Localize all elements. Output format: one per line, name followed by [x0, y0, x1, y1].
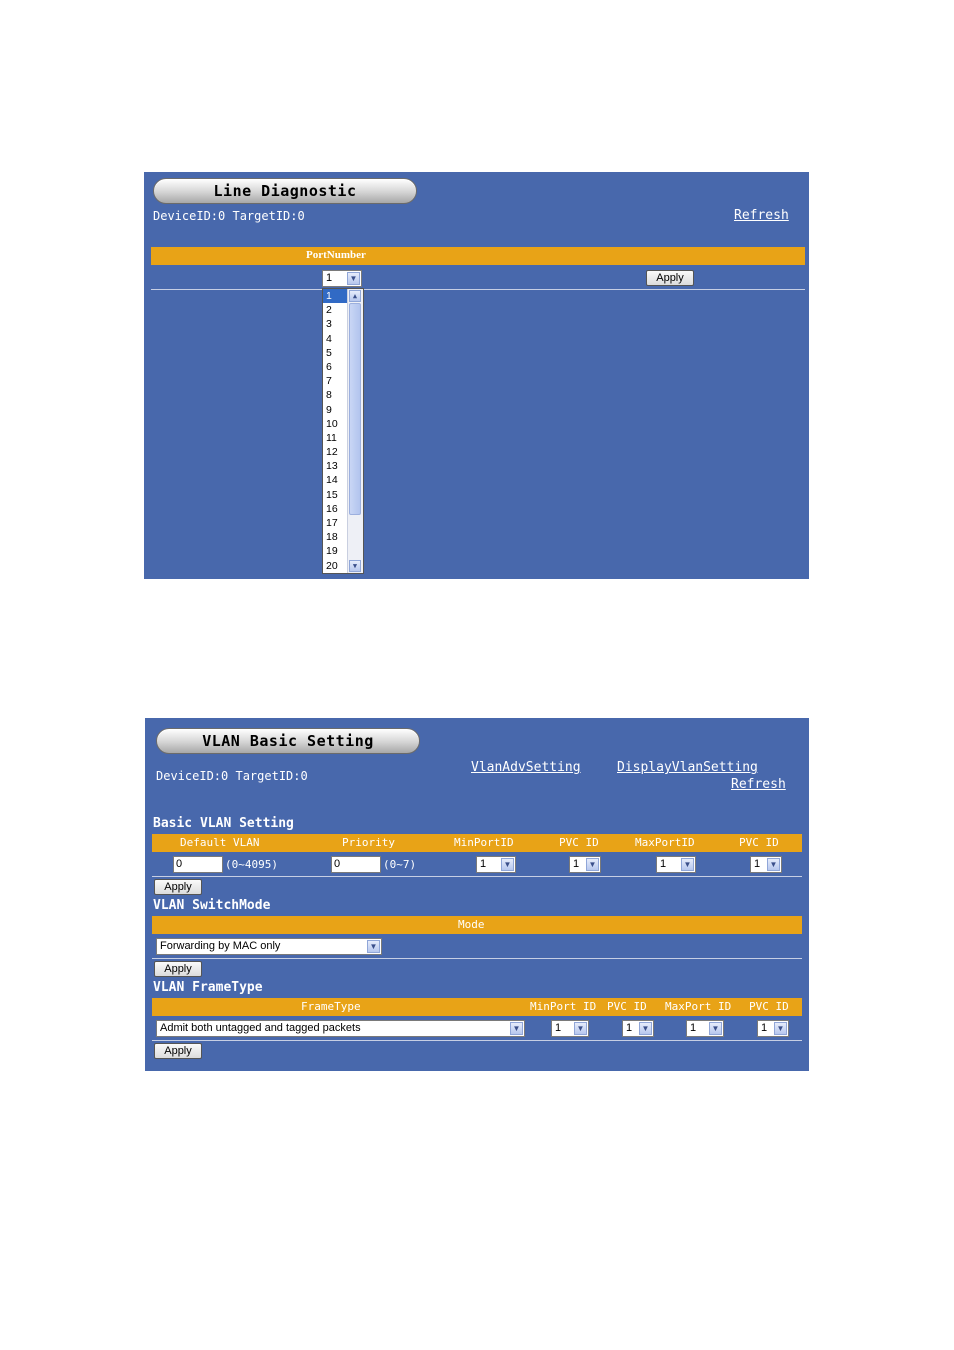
- section-basic-vlan: Basic VLAN Setting: [153, 816, 294, 831]
- col-max-port-id: MaxPortID: [635, 836, 695, 849]
- port-option[interactable]: 7: [326, 375, 332, 388]
- apply-button[interactable]: Apply: [646, 270, 694, 286]
- frame-type-header: [152, 998, 802, 1016]
- port-option[interactable]: 18: [326, 531, 338, 544]
- vlan-adv-setting-link[interactable]: VlanAdvSetting: [471, 760, 581, 775]
- refresh-link[interactable]: Refresh: [734, 208, 789, 223]
- max-port-id-select[interactable]: 1 ▼: [656, 856, 696, 873]
- chevron-down-icon[interactable]: ▼: [586, 858, 599, 871]
- pvc-id-select-2[interactable]: 1 ▼: [750, 856, 782, 873]
- priority-input[interactable]: 0: [331, 856, 381, 873]
- port-option[interactable]: 13: [326, 460, 338, 473]
- vlan-basic-setting-panel: [145, 718, 809, 1071]
- col-default-vlan: Default VLAN: [180, 836, 260, 849]
- col-priority: Priority: [342, 836, 395, 849]
- frame-pvc-id-select-2[interactable]: 1 ▼: [757, 1020, 789, 1037]
- refresh-link[interactable]: Refresh: [731, 777, 786, 792]
- switch-mode-header: [152, 916, 802, 934]
- chevron-down-icon[interactable]: ▼: [501, 858, 514, 871]
- min-port-id-select[interactable]: 1 ▼: [476, 856, 516, 873]
- port-option[interactable]: 14: [326, 474, 338, 487]
- device-target-ids: DeviceID:0 TargetID:0: [156, 769, 308, 783]
- pvc-id-select[interactable]: 1 ▼: [569, 856, 601, 873]
- port-number-select[interactable]: 1 ▼: [322, 270, 362, 287]
- switch-mode-apply-button[interactable]: Apply: [154, 961, 202, 977]
- port-option[interactable]: 12: [326, 446, 338, 459]
- frame-min-port-select[interactable]: 1 ▼: [551, 1020, 589, 1037]
- col-pvc-id-2: PVC ID: [739, 836, 779, 849]
- basic-vlan-header: [152, 834, 802, 852]
- col-mode: Mode: [458, 918, 485, 931]
- chevron-down-icon[interactable]: ▼: [510, 1022, 523, 1035]
- port-option[interactable]: 20: [326, 559, 338, 572]
- port-option[interactable]: 10: [326, 417, 338, 430]
- frame-max-port-select[interactable]: 1 ▼: [686, 1020, 724, 1037]
- scrollbar-thumb[interactable]: [349, 303, 361, 515]
- switch-mode-select[interactable]: Forwarding by MAC only ▼: [156, 938, 382, 955]
- divider: [152, 1040, 802, 1041]
- port-option[interactable]: 4: [326, 332, 332, 345]
- col-pvc-id: PVC ID: [559, 836, 599, 849]
- port-option[interactable]: 8: [326, 389, 332, 402]
- divider: [151, 289, 805, 290]
- port-option[interactable]: 5: [326, 346, 332, 359]
- page-title: VLAN Basic Setting: [156, 728, 420, 754]
- display-vlan-setting-link[interactable]: DisplayVlanSetting: [617, 760, 758, 775]
- frame-pvc-id-select[interactable]: 1 ▼: [622, 1020, 654, 1037]
- col-min-port-id: MinPortID: [454, 836, 514, 849]
- port-option[interactable]: 19: [326, 545, 338, 558]
- divider: [152, 876, 802, 877]
- port-option[interactable]: 17: [326, 517, 338, 529]
- chevron-down-icon[interactable]: ▼: [774, 1022, 787, 1035]
- port-option[interactable]: 6: [326, 360, 332, 373]
- chevron-down-icon[interactable]: ▼: [681, 858, 694, 871]
- port-option[interactable]: 3: [326, 318, 332, 331]
- scroll-up-icon[interactable]: ▲: [349, 290, 361, 302]
- chevron-down-icon[interactable]: ▼: [574, 1022, 587, 1035]
- device-target-ids: DeviceID:0 TargetID:0: [153, 209, 305, 223]
- col-max-port-id: MaxPort ID: [665, 1000, 732, 1013]
- line-diagnostic-panel: [144, 172, 809, 579]
- port-option[interactable]: 16: [326, 502, 338, 515]
- port-option[interactable]: 1: [323, 289, 348, 303]
- chevron-down-icon[interactable]: ▼: [709, 1022, 722, 1035]
- default-vlan-range: (0~4095): [225, 858, 278, 871]
- port-option[interactable]: 2: [326, 304, 332, 317]
- section-frame-type: VLAN FrameType: [153, 980, 263, 995]
- frame-type-apply-button[interactable]: Apply: [154, 1043, 202, 1059]
- port-table-header: [151, 247, 805, 265]
- chevron-down-icon[interactable]: ▼: [367, 940, 380, 953]
- port-option[interactable]: 9: [326, 403, 332, 416]
- basic-vlan-apply-button[interactable]: Apply: [154, 879, 202, 895]
- chevron-down-icon[interactable]: ▼: [347, 272, 360, 285]
- col-min-port-id: MinPort ID: [530, 1000, 597, 1013]
- port-number-dropdown-list[interactable]: [322, 288, 364, 574]
- frame-type-select[interactable]: Admit both untagged and tagged packets ▼: [156, 1020, 525, 1037]
- chevron-down-icon[interactable]: ▼: [639, 1022, 652, 1035]
- port-option[interactable]: 11: [326, 431, 337, 444]
- col-pvc-id: PVC ID: [607, 1000, 647, 1013]
- col-port-number: PortNumber: [306, 249, 366, 261]
- priority-range: (0~7): [383, 858, 417, 871]
- page-title: Line Diagnostic: [153, 178, 417, 204]
- port-option[interactable]: 15: [326, 488, 338, 501]
- divider: [152, 958, 802, 959]
- section-switch-mode: VLAN SwitchMode: [153, 898, 271, 913]
- chevron-down-icon[interactable]: ▼: [767, 858, 780, 871]
- scrollbar[interactable]: [347, 289, 363, 573]
- col-pvc-id-2: PVC ID: [749, 1000, 789, 1013]
- default-vlan-input[interactable]: 0: [173, 856, 223, 873]
- scroll-down-icon[interactable]: ▼: [349, 560, 361, 572]
- col-frame-type: FrameType: [301, 1000, 361, 1013]
